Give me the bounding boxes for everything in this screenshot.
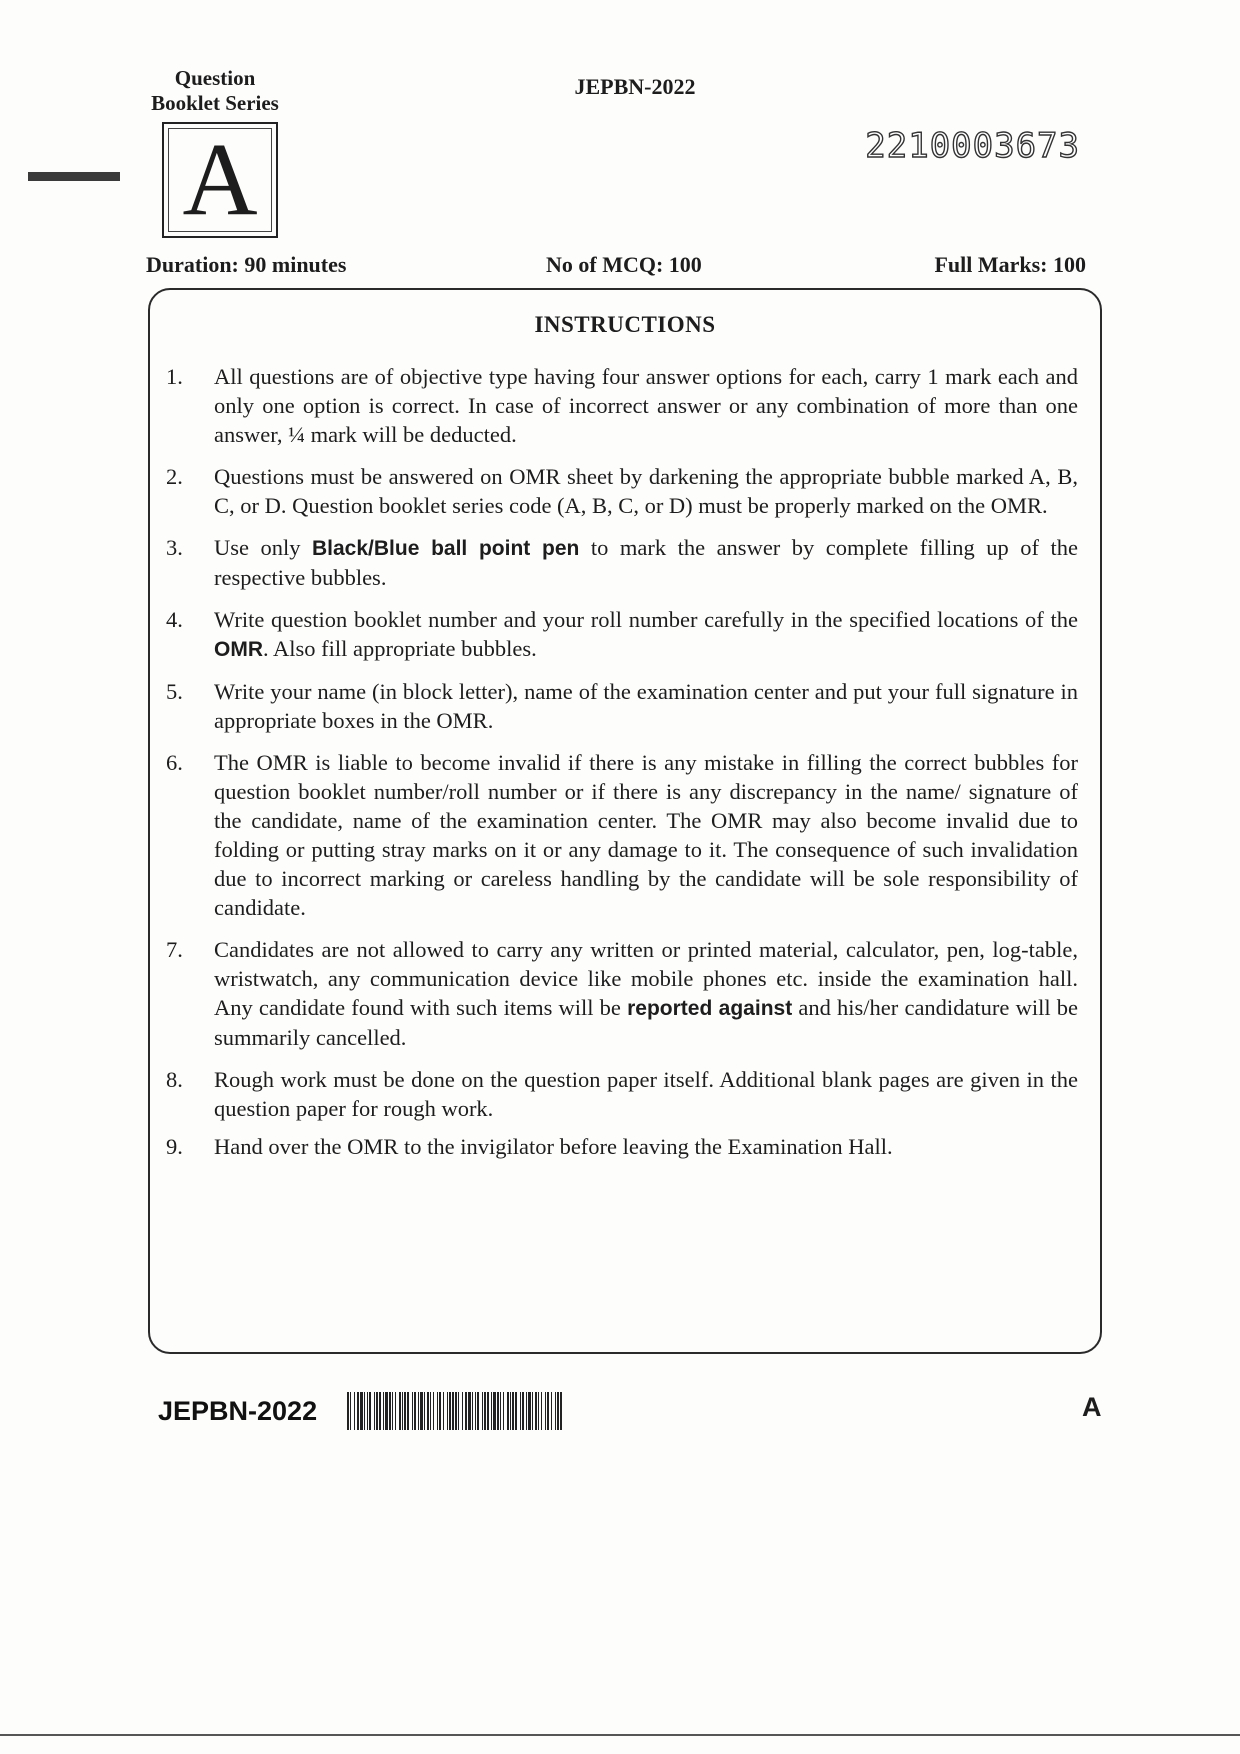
barcode-bar [374,1392,375,1430]
instruction-number: 2. [166,464,183,489]
barcode-bar [452,1392,454,1430]
barcode-bar [367,1392,368,1430]
instruction-fragment: Candidates are not allowed to carry any written or printed material, calculator, pen, log-table, wristwatch, any communication device like mobile phones etc. inside the examination hall. Any candidate found with such items will be [214,937,1078,1020]
barcode-bar [477,1392,479,1430]
barcode-bar [545,1392,546,1430]
barcode [347,1392,609,1430]
instruction-number: 6. [166,750,183,775]
instruction-number: 8. [166,1067,183,1092]
barcode-bar [379,1392,381,1430]
barcode-bar [535,1392,537,1430]
instruction-fragment: Hand over the OMR to the invigilator before leaving the Examination Hall. [214,1134,893,1159]
instruction-fragment: and his/her candidature will be summarily cancelled. [214,995,1079,1050]
barcode-bar [512,1392,514,1430]
barcode-bar [472,1392,473,1430]
instruction-item [166,1132,1078,1161]
instruction-fragment: . Also fill appropriate bubbles. [263,636,537,661]
instruction-number: 9. [166,1134,183,1159]
barcode-bar [560,1392,562,1430]
barcode-bar [447,1392,448,1430]
barcode-bar [475,1392,476,1430]
barcode-bar [507,1392,509,1430]
barcode-bar [493,1392,496,1430]
barcode-bar [510,1392,511,1430]
barcode-bar [520,1392,521,1430]
barcode-bar [412,1392,413,1430]
instruction-fragment: Write question booklet number and your roll number carefully in the specified locations of the [214,607,1078,632]
instruction-text [214,605,1078,664]
barcode-bar [458,1392,459,1430]
barcode-bar [538,1392,539,1430]
instruction-fragment: Use only [214,535,312,560]
barcode-bar [443,1392,444,1430]
instruction-emphasis: OMR [214,638,263,661]
instruction-item [166,362,1078,449]
barcode-bar [547,1392,549,1430]
barcode-bar [376,1392,378,1430]
barcode-bar [385,1392,388,1430]
booklet-series-code: A [168,128,272,232]
barcode-bar [389,1392,391,1430]
barcode-bar [555,1392,556,1430]
instruction-fragment: Questions must be answered on OMR sheet by darkening the appropriate bubble marked A, B, C, or D. Question booklet series code (A, B, C, or D) must be properly marked on the OMR. [214,464,1078,518]
barcode-bar [500,1392,501,1430]
instructions-title: INSTRUCTIONS [534,312,716,337]
margin-mark [28,172,120,181]
exam-code-footer: JEPBN-2022 [158,1396,318,1426]
barcode-bar [491,1392,492,1430]
barcode-bar [487,1392,489,1430]
instruction-text [214,462,1078,520]
instruction-number: 1. [166,364,183,389]
barcode-bar [528,1392,531,1430]
barcode-bar [360,1392,363,1430]
barcode-bar [392,1392,393,1430]
booklet-series-label: Question Booklet Series [151,66,279,115]
barcode-bar [395,1392,396,1430]
instruction-item [166,1065,1078,1123]
instruction-item [166,677,1078,735]
barcode-bar [424,1392,425,1430]
barcode-bar [383,1392,384,1430]
barcode-bar [551,1392,552,1430]
barcode-bar [369,1392,371,1430]
barcode-bar [433,1392,434,1430]
barcode-bar [364,1392,365,1430]
instruction-emphasis: Black/Blue ball point pen [312,537,580,560]
instruction-fragment: All questions are of objective type having four answer options for each, carry 1 mark each and only one option is correct. In case of incorrect answer or any combination of more than one answer, ¼ mark will be deducted. [214,364,1078,447]
instructions-list [166,362,1078,1161]
mcq-count-text: No of MCQ: 100 [546,252,702,277]
instruction-item [166,605,1078,664]
barcode-bar [465,1392,467,1430]
instruction-fragment: Write your name (in block letter), name of the examination center and put your full signature in appropriate boxes in the OMR. [214,679,1078,733]
barcode-bar [357,1392,359,1430]
barcode-bar [427,1392,429,1430]
instruction-fragment: The OMR is liable to become invalid if there is any mistake in filling the correct bubbles for question booklet number/roll number or if there is any discrepancy in the name/ signature of the candidate, name of the examination center. The OMR may also become invalid due to folding or putting stray marks on it or any damage to it. The consequence of such invalidation due to incorrect marking or careless handling by the candidate will be sole responsibility of candidate. [214,750,1078,920]
instruction-number: 4. [166,607,183,632]
instruction-text [214,1065,1078,1123]
barcode-bar [541,1392,542,1430]
barcode-bar [418,1392,419,1430]
barcode-bar [449,1392,451,1430]
instruction-text [214,748,1078,922]
instruction-fragment: Rough work must be done on the question paper itself. Additional blank pages are given in the question paper for rough work. [214,1067,1078,1121]
barcode-bar [402,1392,403,1430]
barcode-bar [439,1392,441,1430]
instruction-number: 3. [166,535,183,560]
bottom-rule [0,1734,1240,1736]
footer-series-code: A [1082,1392,1102,1422]
barcode-bar [532,1392,533,1430]
barcode-bar [515,1392,517,1430]
barcode-bar [497,1392,499,1430]
barcode-bar [455,1392,457,1430]
duration-text: Duration: 90 minutes [146,252,347,277]
barcode-bar [407,1392,409,1430]
barcode-bar [437,1392,438,1430]
barcode-bar [557,1392,559,1430]
booklet-series-box [162,122,278,238]
instruction-text [214,677,1078,735]
instruction-text [214,1132,1078,1161]
full-marks-text: Full Marks: 100 [934,252,1086,277]
barcode-bar [430,1392,431,1430]
barcode-bar [522,1392,524,1430]
instruction-number: 7. [166,937,183,962]
exam-code-header: JEPBN-2022 [574,74,696,99]
instruction-text [214,362,1078,449]
barcode-bar [482,1392,483,1430]
instruction-item [166,748,1078,922]
barcode-bar [468,1392,471,1430]
barcode-bar [484,1392,486,1430]
instruction-fragment: to mark the answer by complete filling up of the respective bubbles. [214,535,1078,590]
barcode-bar [526,1392,527,1430]
barcode-bar [347,1392,349,1430]
barcode-bar [462,1392,463,1430]
barcode-bar [414,1392,416,1430]
instruction-emphasis: reported against [627,997,793,1020]
instruction-item [166,462,1078,520]
barcode-bar [350,1392,351,1430]
instruction-item [166,935,1078,1052]
barcode-bar [399,1392,401,1430]
barcode-bar [420,1392,423,1430]
instruction-text [214,935,1078,1052]
instruction-number: 5. [166,679,183,704]
booklet-number: 2210003673 [865,126,1080,166]
barcode-bar [503,1392,504,1430]
instruction-item [166,533,1078,592]
barcode-bar [354,1392,355,1430]
instruction-text [214,533,1078,592]
barcode-bar [404,1392,406,1430]
